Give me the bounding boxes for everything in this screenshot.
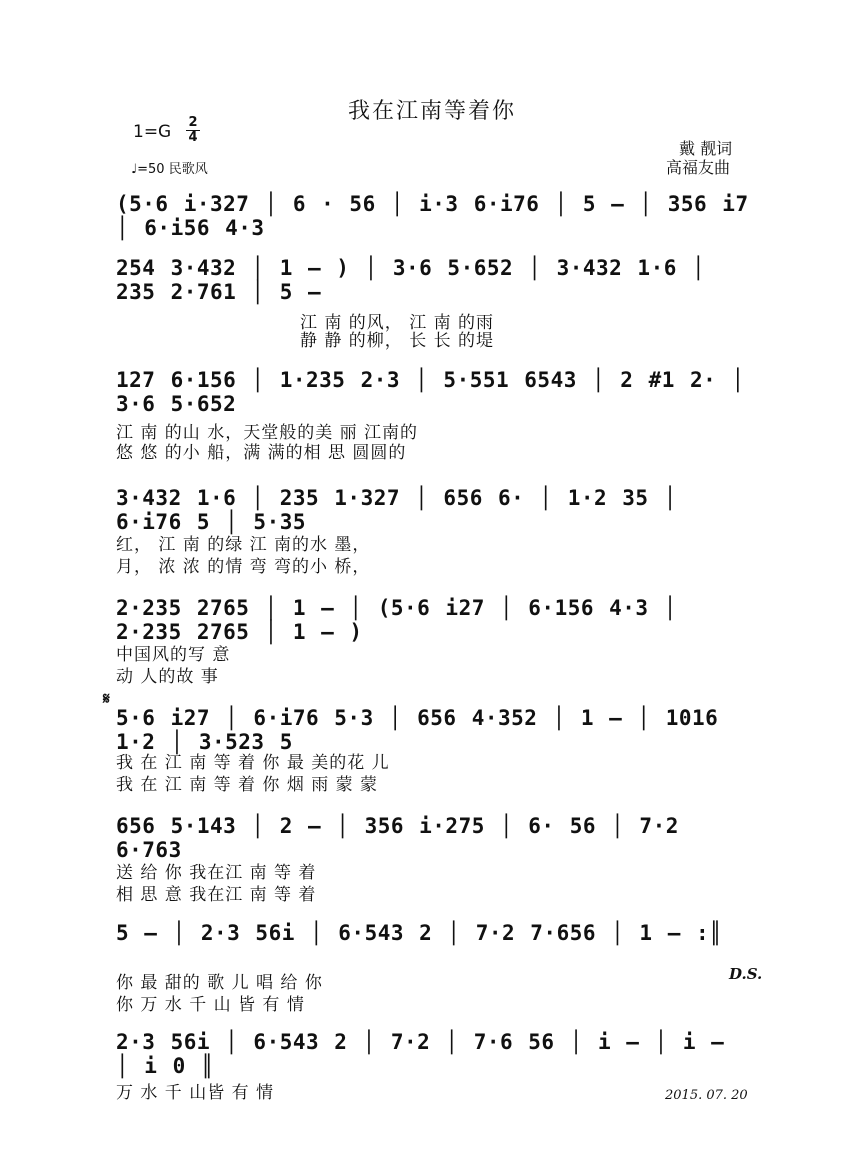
score-staff-3 bbox=[112, 362, 752, 416]
lyric-text: 江 南 的风， 江 南 的雨 bbox=[300, 313, 495, 333]
dal-segno-mark: D.S. bbox=[729, 965, 763, 983]
staff-notes: 254 3·432 │ 1 – ) │ 3·6 5·652 │ 3·432 1·6 │ 235 2·761 │ 5 – bbox=[116, 256, 706, 304]
lyric-line-2 bbox=[116, 326, 494, 351]
staff-notes: 656 5·143 │ 2 – │ 356 i·275 │ 6· 56 │ 7·2 6·763 bbox=[116, 814, 679, 862]
staff-notes: 2·235 2765 │ 1 – │ (5·6 i27 │ 6·156 4·3 │ 2·235 2765 │ 1 – ) bbox=[116, 596, 677, 644]
lyric-line-2: 你 万 水 千 山 皆 有 情 bbox=[116, 995, 305, 1015]
staff-notes: 5 – │ 2·3 56i │ 6·543 2 │ 7·2 7·656 │ 1 – :║ bbox=[116, 921, 723, 945]
key-signature: 1=G bbox=[133, 122, 172, 142]
staff-notes: 2·3 56i │ 6·543 2 │ 7·2 │ 7·6 56 │ i – │ i – │ i 0 ║ bbox=[116, 1030, 725, 1078]
date-stamp: 2015. 07. 20 bbox=[665, 1088, 748, 1103]
tempo-marking: ♩=50 民歌风 bbox=[131, 162, 208, 177]
lyric-line-2: 悠 悠 的小 船，满 满的相 思 圆圆的 bbox=[116, 443, 407, 463]
staff-notes: 3·432 1·6 │ 235 1·327 │ 656 6· │ 1·2 35 │ 6·i76 5 │ 5·35 bbox=[116, 486, 677, 534]
score-staff-2 bbox=[112, 250, 752, 304]
composer-credit: 高福友曲 bbox=[666, 158, 731, 177]
time-signature bbox=[186, 117, 200, 144]
lyric-line-2: 相 思 意 我在江 南 等 着 bbox=[116, 885, 317, 905]
score-staff-6 bbox=[112, 700, 752, 754]
lyric-line-1: 万 水 千 山皆 有 情 bbox=[116, 1083, 275, 1103]
score-staff-5 bbox=[112, 590, 752, 644]
lyric-line-1: 红， 江 南 的绿 江 南的水 墨， bbox=[116, 535, 371, 555]
score-staff-4 bbox=[112, 480, 752, 534]
lyric-line-2: 我 在 江 南 等 着 你 烟 雨 蒙 蒙 bbox=[116, 775, 379, 795]
song-title: 我在江南等着你 bbox=[347, 99, 516, 124]
lyric-line-1: 你 最 甜的 歌 儿 唱 给 你 bbox=[116, 973, 323, 993]
lyric-line-1: 送 给 你 我在江 南 等 着 bbox=[116, 863, 317, 883]
segno-sign: 𝄋 bbox=[103, 689, 110, 708]
meter-bottom: 4 bbox=[188, 130, 198, 145]
staff-notes: 5·6 i27 │ 6·i76 5·3 │ 656 4·352 │ 1 – │ 1016 1·2 │ 3·523 5 bbox=[116, 706, 719, 754]
meter-top: 2 bbox=[188, 115, 198, 130]
score-staff-8 bbox=[112, 915, 752, 963]
score-staff-1 bbox=[112, 186, 752, 240]
lyric-text: 静 静 的柳， 长 长 的堤 bbox=[300, 331, 495, 351]
score-staff-9 bbox=[112, 1024, 752, 1078]
lyric-line-2: 动 人的故 事 bbox=[116, 667, 219, 687]
score-staff-7 bbox=[112, 808, 752, 862]
lyricist-credit: 戴 靓词 bbox=[679, 139, 733, 158]
lyric-line-1: 中国风的写 意 bbox=[116, 645, 231, 665]
lyric-line-1: 我 在 江 南 等 着 你 最 美的花 儿 bbox=[116, 753, 390, 773]
lyric-line-2: 月， 浓 浓 的情 弯 弯的小 桥， bbox=[116, 557, 371, 577]
staff-notes: (5·6 i·327 │ 6 · 56 │ i·3 6·i76 │ 5 – │ 356 i7 │ 6·i56 4·3 bbox=[116, 192, 749, 240]
lyric-line-1: 江 南 的山 水，天堂般的美 丽 江南的 bbox=[116, 423, 419, 443]
staff-notes: 127 6·156 │ 1·235 2·3 │ 5·551 6543 │ 2 #1 2· │ 3·6 5·652 bbox=[116, 368, 745, 416]
